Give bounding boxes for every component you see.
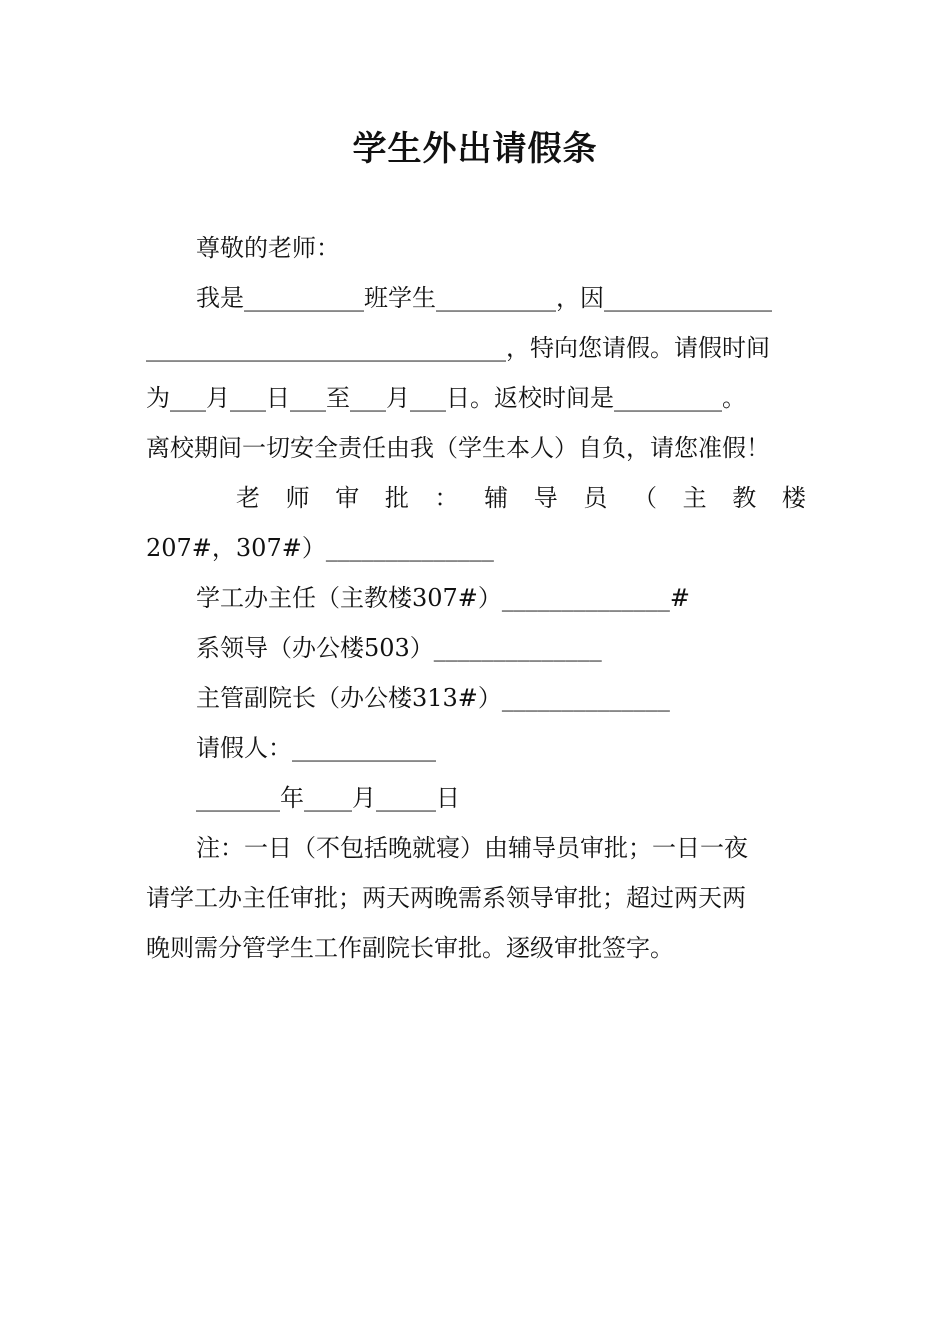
page-title: 学生外出请假条: [352, 129, 598, 169]
note-line-3: 晚则需分管学生工作副院长审批。逐级审批签字。: [146, 934, 674, 962]
counselor-signature-line: 207#，307#）______________: [146, 534, 494, 562]
body-line-4: 离校期间一切安全责任由我（学生本人）自负，请您准假！: [146, 434, 770, 462]
body-line-2: ______________________________，特向您请假。请假时间: [146, 334, 770, 362]
approval-heading-char: 审: [335, 484, 360, 512]
approval-heading-char: 教: [732, 484, 757, 512]
greeting: 尊敬的老师：: [196, 234, 340, 262]
date-line: _______年____月_____日: [196, 784, 460, 812]
body-line-1: 我是__________班学生__________，因______________: [196, 284, 772, 312]
approval-heading-char: 师: [285, 484, 310, 512]
note-line-2: 请学工办主任审批；两天两晚需系领导审批；超过两天两: [146, 884, 746, 912]
applicant-signature-line: 请假人：____________: [196, 734, 436, 762]
approval-heading-char: 导: [533, 484, 558, 512]
approval-heading-char: 辅: [484, 484, 509, 512]
approval-heading-char: ：: [434, 484, 459, 512]
office-director-signature-line: 学工办主任（主教楼307#）______________#: [196, 584, 691, 612]
approval-heading-char: 老: [236, 484, 260, 512]
approval-heading-char: 批: [384, 484, 409, 512]
dept-leader-signature-line: 系领导（办公楼503）______________: [196, 634, 602, 662]
approval-heading-char: （: [633, 484, 657, 512]
approval-heading-char: 主: [682, 484, 707, 512]
body-line-3: 为___月___日___至___月___日。返校时间是_________。: [146, 384, 746, 412]
approval-heading: [196, 478, 806, 518]
note-line-1: 注：一日（不包括晚就寝）由辅导员审批；一日一夜: [196, 834, 748, 862]
approval-heading-char: 楼: [781, 484, 806, 512]
approval-heading-char: 员: [583, 484, 608, 512]
vice-dean-signature-line: 主管副院长（办公楼313#）______________: [196, 684, 670, 712]
